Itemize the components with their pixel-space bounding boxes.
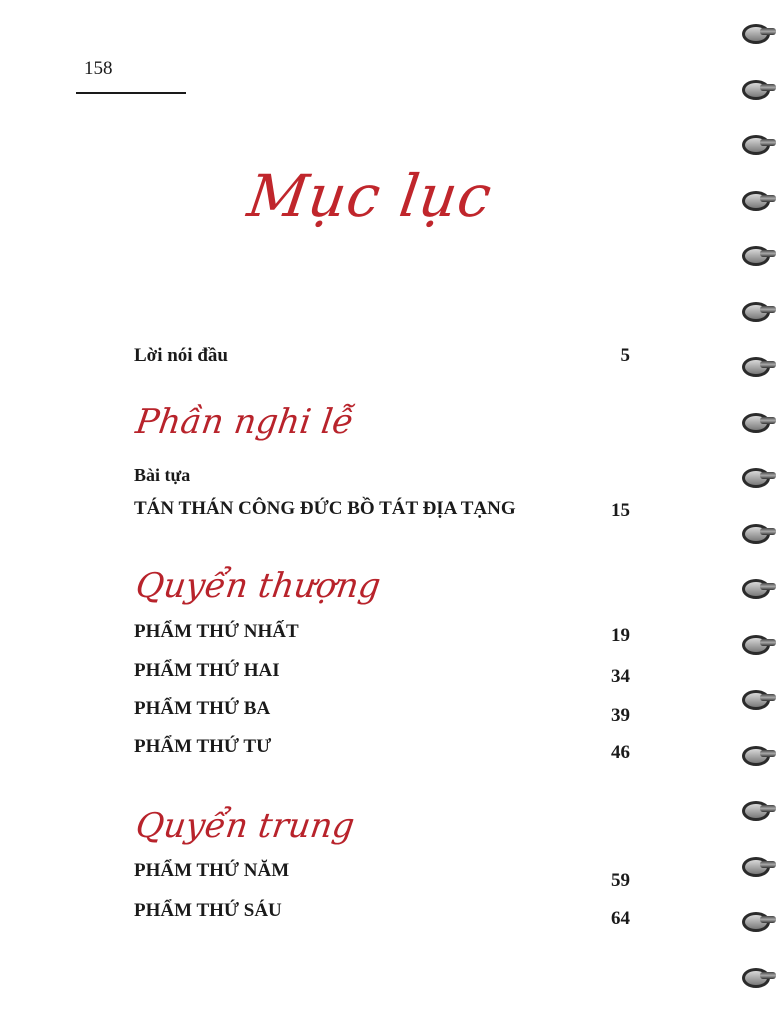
- spiral-ring-icon: [742, 187, 776, 211]
- toc-entry-page: 15: [611, 500, 630, 521]
- spiral-ring-icon: [742, 76, 776, 100]
- spiral-ring-icon: [742, 797, 776, 821]
- toc-entry-page: 5: [620, 345, 630, 366]
- spiral-ring-icon: [742, 631, 776, 655]
- page-number: 158: [84, 58, 113, 79]
- spiral-ring-icon: [742, 409, 776, 433]
- spiral-ring-icon: [742, 131, 776, 155]
- spiral-ring-icon: [742, 353, 776, 377]
- toc-entry-page: 46: [611, 742, 630, 763]
- spiral-ring-icon: [742, 298, 776, 322]
- spiral-ring-icon: [742, 686, 776, 710]
- toc-entry-page: 19: [611, 625, 630, 646]
- spiral-ring-icon: [742, 853, 776, 877]
- toc-entry-label: PHẨM THỨ TƯ: [134, 736, 272, 757]
- spiral-ring-icon: [742, 908, 776, 932]
- toc-entry-page: 64: [611, 908, 630, 929]
- toc-entry-label: Lời nói đầu: [134, 345, 228, 366]
- page-number-rule: [76, 92, 186, 94]
- spiral-ring-icon: [742, 20, 776, 44]
- toc-entry-page: 39: [611, 705, 630, 726]
- toc-entry-page: 34: [611, 666, 630, 687]
- toc-entry-label: PHẨM THỨ NĂM: [134, 860, 290, 881]
- toc-entry-label: PHẨM THỨ HAI: [134, 660, 280, 681]
- toc-entry-label: PHẨM THỨ NHẤT: [134, 621, 299, 642]
- spiral-ring-icon: [742, 464, 776, 488]
- spiral-ring-icon: [742, 520, 776, 544]
- spiral-ring-icon: [742, 742, 776, 766]
- spiral-binding-icon: [736, 20, 776, 1020]
- toc-entry-label: PHẨM THỨ BA: [134, 698, 271, 719]
- spiral-ring-icon: [742, 575, 776, 599]
- toc-entry-label: PHẨM THỨ SÁU: [134, 900, 282, 921]
- spiral-ring-icon: [742, 242, 776, 266]
- toc-entry-label: TÁN THÁN CÔNG ĐỨC BỒ TÁT ĐỊA TẠNG: [134, 498, 516, 519]
- spiral-ring-icon: [742, 964, 776, 988]
- section-heading-nghi-le: Phần nghi lễ: [133, 402, 357, 442]
- section-heading-quyen-trung: Quyển trung: [133, 806, 357, 846]
- toc-entry-page: 59: [611, 870, 630, 891]
- section-heading-quyen-thuong: Quyển thượng: [133, 566, 384, 606]
- toc-title: Mục lục: [243, 162, 497, 230]
- preface-label: Bài tựa: [134, 465, 191, 485]
